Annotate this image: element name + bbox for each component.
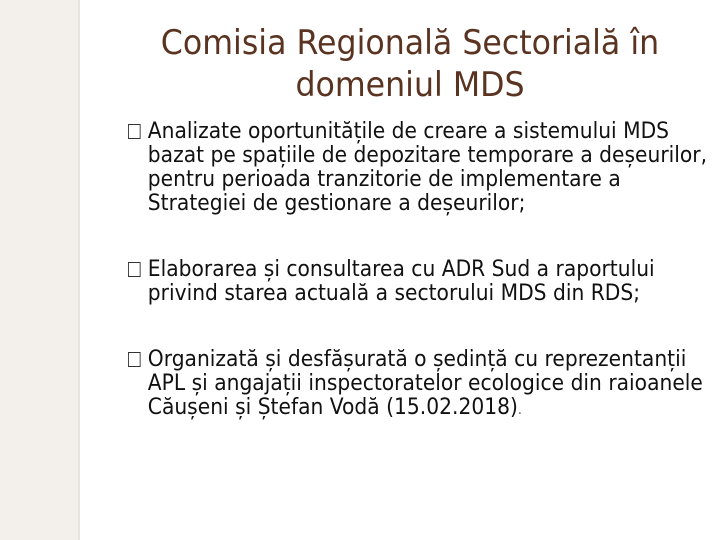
square-bullet-icon [128, 262, 141, 277]
bullet-item [128, 119, 720, 215]
bullet-item [128, 257, 720, 305]
bullet-item [128, 347, 720, 422]
slide-title [140, 22, 679, 106]
square-bullet-icon [128, 352, 141, 367]
bullet-suffix: . [517, 402, 522, 418]
bullet-text: Organizată și desfășurată o ședință cu reprezentanții APL și angajații inspectoratelor ecologice din raioanele Căușeni și Ștefan Vodă (15.02.2018) [147, 346, 703, 420]
bullet-text: Elaborarea și consultarea cu ADR Sud a raportului privind starea actuală a sectorului MDS din RDS; [147, 256, 655, 306]
bullet-list [128, 119, 718, 422]
left-bar-divider [78, 0, 80, 540]
slide-title-line-1: Comisia Regională Sectorială în [160, 23, 660, 63]
slide-title-line-2: domeniul MDS [295, 65, 525, 105]
left-decorative-bar [0, 0, 78, 540]
square-bullet-icon [128, 124, 141, 139]
bullet-text: Analizate oportunitățile de creare a sistemului MDS bazat pe spațiile de depozitare temporare a deșeurilor, pentru perioada tranzitorie de implementare a Strategiei de gestionare a deșeurilor; [147, 118, 708, 216]
